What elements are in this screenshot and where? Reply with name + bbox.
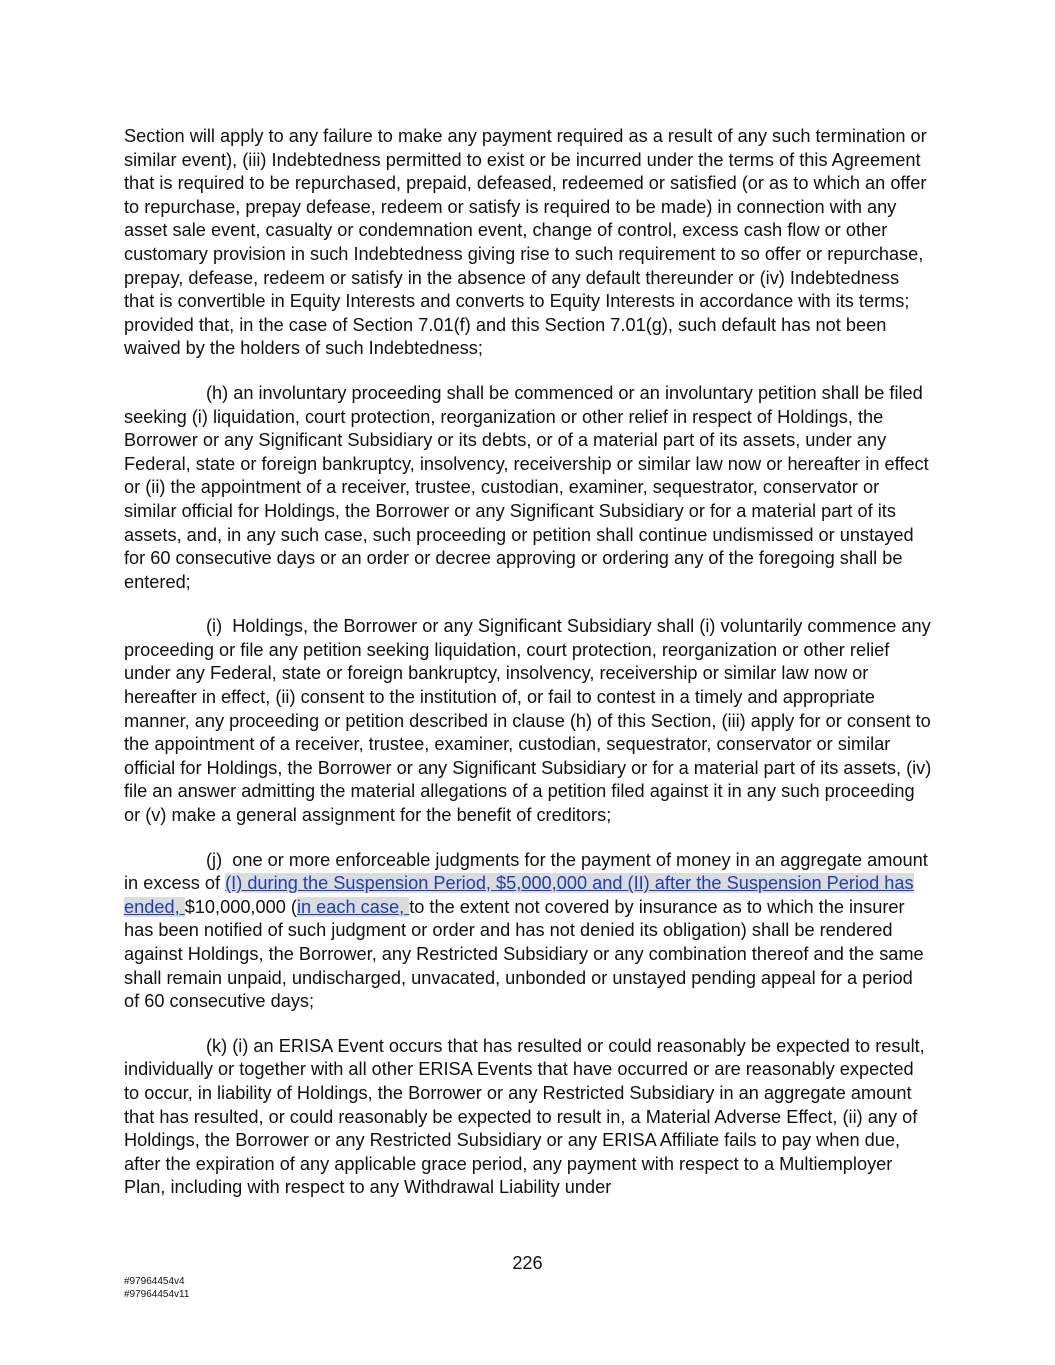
paragraph-j-text-1: one or more enforceable judgments for the payment of money in an aggregate amount in excess of <box>124 849 928 894</box>
page-number: 226 <box>512 1253 543 1273</box>
clause-marker-h: (h) <box>206 382 229 403</box>
paragraph-k <box>124 1035 932 1200</box>
paragraph-k-text: (i) an ERISA Event occurs that has resulted or could reasonably be expected to result, individually or together with all other ERISA Events that have occurred or are reasonably expected to occur, in liability of Holdings, the Borrower or any Restricted Subsidiary in an aggregate amount that has resulted, or could reasonably be expected to result in, a Material Adverse Effect, (ii) any of Holdings, the Borrower or any Restricted Subsidiary or any ERISA Affiliate fails to pay when due, after the expiration of any applicable grace period, any payment with respect to a Multiemployer Plan, including with respect to any Withdrawal Liability under <box>124 1035 925 1198</box>
paragraph-g-continuation <box>124 125 932 361</box>
document-id-footer <box>124 1276 189 1301</box>
paragraph-j <box>124 849 932 1014</box>
clause-marker-k: (k) <box>206 1035 228 1056</box>
paragraph-j-text-3: to the extent not covered by insurance as to which the insurer has been notified of such judgment or order and has not denied its obligation) shall be rendered against Holdings, the Borrower, any Restricted Subsidiary or any combination thereof and the same shall remain unpaid, undischarged, unvacated, unbonded or unstayed pending appeal for a period of 60 consecutive days; <box>124 896 924 1012</box>
clause-marker-i: (i) <box>206 616 223 637</box>
tracked-insertion-suspension-period: (I) during the Suspension Period, $5,000,000 and (II) after the Suspension Period has ended, <box>124 873 914 917</box>
tracked-insertion-in-each-case: in each case, <box>296 896 410 917</box>
document-id: #97964454v4 <box>124 1276 185 1287</box>
paragraph-j-text-2: $10,000,000 ( <box>184 896 297 917</box>
paragraph-i-text: Holdings, the Borrower or any Significant Subsidiary shall (i) voluntarily commence any proceeding or file any petition seeking liquidation, court protection, reorganization or other relief under any Federal, state or foreign bankruptcy, insolvency, receivership or similar law now or hereafter in effect, (ii) consent to the institution of, or fail to contest in a timely and appropriate manner, any proceeding or petition described in clause (h) of this Section, (iii) apply for or consent to the appointment of a receiver, trustee, examiner, custodian, sequestrator, conservator or similar official for Holdings, the Borrower or any Significant Subsidiary or for a material part of its assets, (iv) file an answer admitting the material allegations of a petition filed against it in any such proceeding or (v) make a general assignment for the benefit of creditors; <box>124 616 932 826</box>
clause-marker-j: (j) <box>206 849 223 870</box>
paragraph-i <box>124 615 932 827</box>
paragraph-h <box>124 382 932 594</box>
document-body <box>124 125 932 1221</box>
document-id: #97964454v11 <box>124 1288 190 1300</box>
paragraph-g-text: Section will apply to any failure to make any payment required as a result of any such termination or similar event), (iii) Indebtedness permitted to exist or be incurred under the terms of this Agreement that is required to be repurchased, prepaid, defeased, redeemed or satisfied (or as to which an offer to repurchase, prepay defease, redeem or satisfy is required to be made) in connection with any asset sale event, casualty or condemnation event, change of control, excess cash flow or other customary provision in such Indebtedness giving rise to such requirement to so offer or repurchase, prepay, defease, redeem or satisfy in the absence of any default thereunder or (iv) Indebtedness that is convertible in Equity Interests and converts to Equity Interests in accordance with its terms; provided that, in the case of Section 7.01(f) and this Section 7.01(g), such default has not been waived by the holders of such Indebtedness; <box>124 126 927 359</box>
paragraph-h-text: an involuntary proceeding shall be commenced or an involuntary petition shall be filed seeking (i) liquidation, court protection, reorganization or other relief in respect of Holdings, the Borrower or any Significant Subsidiary or its debts, or of a material part of its assets, under any Federal, state or foreign bankruptcy, insolvency, receivership or similar law now or hereafter in effect or (ii) the appointment of a receiver, trustee, custodian, examiner, sequestrator, conservator or similar official for Holdings, the Borrower or any Significant Subsidiary or for a material part of its assets, and, in any such case, such proceeding or petition shall continue undismissed or unstayed for 60 consecutive days or an order or decree approving or ordering any of the foregoing shall be entered; <box>124 382 929 592</box>
